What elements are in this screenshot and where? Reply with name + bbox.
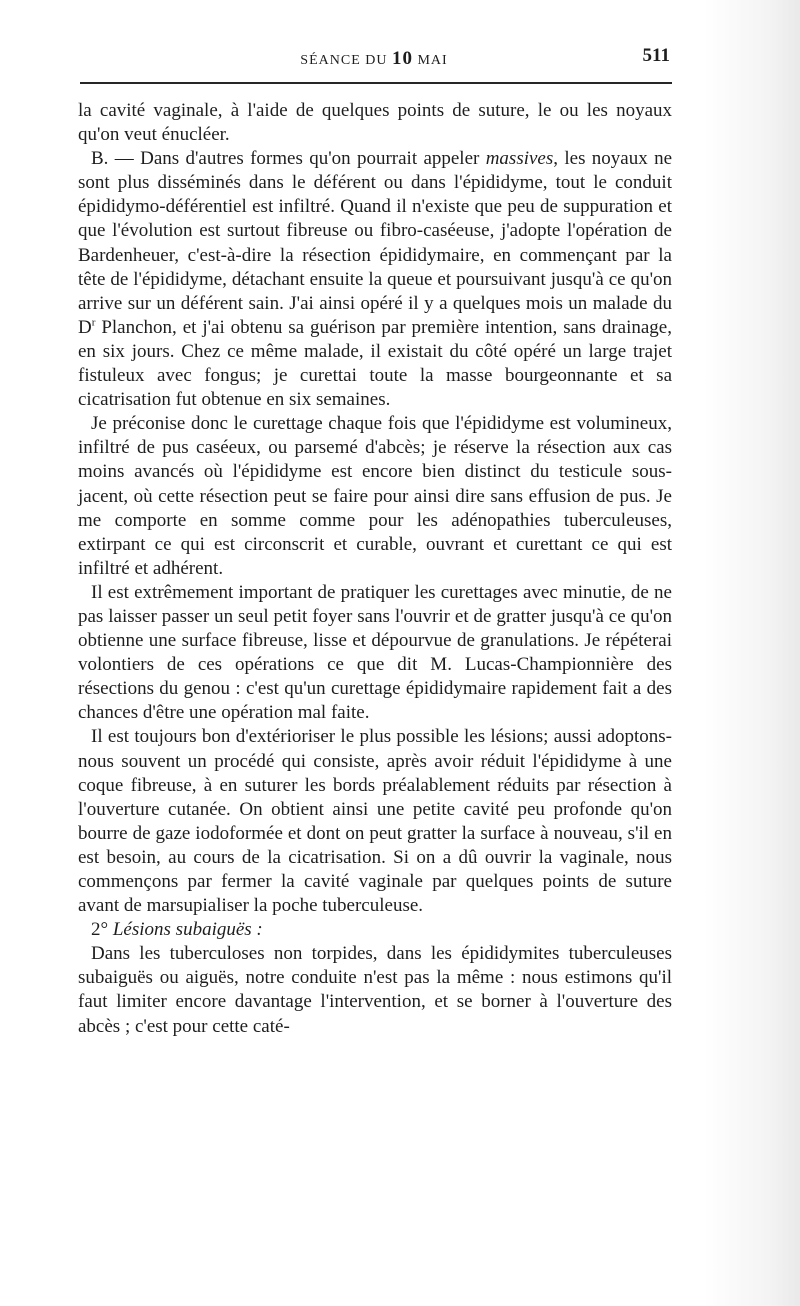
header-rule <box>80 82 672 84</box>
paragraph-non-torpid: Dans les tuberculoses non torpides, dans les épididymites tuberculeuses subaiguës ou aiguës, notre conduite n'est pas la même : nous estimons qu'il faut limiter encore davantage l'intervention, et se borner à l'ouverture des abcès ; c'est pour cette caté- <box>78 943 672 1037</box>
body-text <box>78 99 672 1039</box>
paragraph-continuation: la cavité vaginale, à l'aide de quelques points de suture, le ou les noyaux qu'on veut énucléer. <box>78 100 672 146</box>
italic-term-massives: massives <box>485 148 554 170</box>
paragraph-massive-forms-middle: , les noyaux ne sont plus disséminés dans le déférent ou dans l'épididyme, tout le conduit épididymo-déférentiel est infiltré. Quand il n'existe que peu de suppuration et que l'évolution est surtout fibreuse ou fibro-caséeuse, j'adopte l'opération de Bardenheuer, c'est-à-dire la résection épididymaire, en commençant par la tête de l'épididyme, détachant ensuite la queue et poursuivant jusqu'à ce qu'on arrive sur un déférent sain. J'ai ainsi opéré il y a quelques mois un malade du D <box>78 148 672 338</box>
page-number: 511 <box>642 45 670 66</box>
doctor-abbrev-superscript: r <box>91 316 96 329</box>
paragraph-massive-forms-start: B. — Dans d'autres formes qu'on pourrait appeler <box>91 148 486 170</box>
paragraph-exterioriser: Il est toujours bon d'extérioriser le plus possible les lésions; aussi adoptons-nous souvent un procédé qui consiste, après avoir réduit l'épididyme à une coque fibreuse, à en suturer les bords préalablement réduits par résection à l'ouverture cutanée. On obtient ainsi une petite cavité peu profonde qu'on bourre de gaze iodoformée et dont on peut gratter la surface à nouveau, s'il en est besoin, au cours de la cicatrisation. Si on a dû ouvrir la vaginale, nous commençons par fermer la cavité vaginale par quelques points de suture avant de marsupialiser la poche tuberculeuse. <box>78 726 672 917</box>
section-title: Lésions subaiguës : <box>112 919 263 941</box>
section-heading-subacute <box>78 918 672 942</box>
paragraph-curettage: Je préconise donc le curettage chaque fois que l'épididyme est volumineux, infiltré de pus caséeux, ou parsemé d'abcès; je réserve la résection aux cas moins avancés où l'épididyme est encore bien distinct du testicule sous-jacent, où cette résection peut se faire pour ainsi dire sans effusion de pus. Je me comporte en somme comme pour les adénopathies tuberculeuses, extirpant ce qui est circonscrit et curable, ouvrant et curettant ce qui est infiltré et adhérent. <box>78 413 672 579</box>
paragraph-massive-forms-end: Planchon, et j'ai obtenu sa guérison par première intention, sans drainage, en six jours. Chez ce même malade, il existait du côté opéré un large trajet fistuleux avec fongus; je curettai toute la masse bourgeonnante et sa cicatrisation fut obtenue en six semaines. <box>78 316 672 411</box>
running-header <box>78 44 670 70</box>
paragraph-minutie: Il est extrêmement important de pratiquer les curettages avec minutie, de ne pas laisser passer un seul petit foyer sans l'ouvrir et de gratter jusqu'à ce qu'on obtienne une surface fibreuse, lisse et dépourvue de granulations. Je répéterai volontiers de ces opérations ce que dit M. Lucas-Championnière des résections du genou : c'est qu'un curettage épididymaire rapidement fait a des chances d'être une opération mal faite. <box>78 581 672 724</box>
running-title-prefix: SÉANCE DU <box>300 53 392 68</box>
running-title <box>78 48 670 70</box>
section-number: 2° <box>91 919 113 941</box>
running-title-month: MAI <box>412 53 448 68</box>
running-title-day: 10 <box>391 48 413 69</box>
paragraph-massive-forms <box>78 147 672 412</box>
